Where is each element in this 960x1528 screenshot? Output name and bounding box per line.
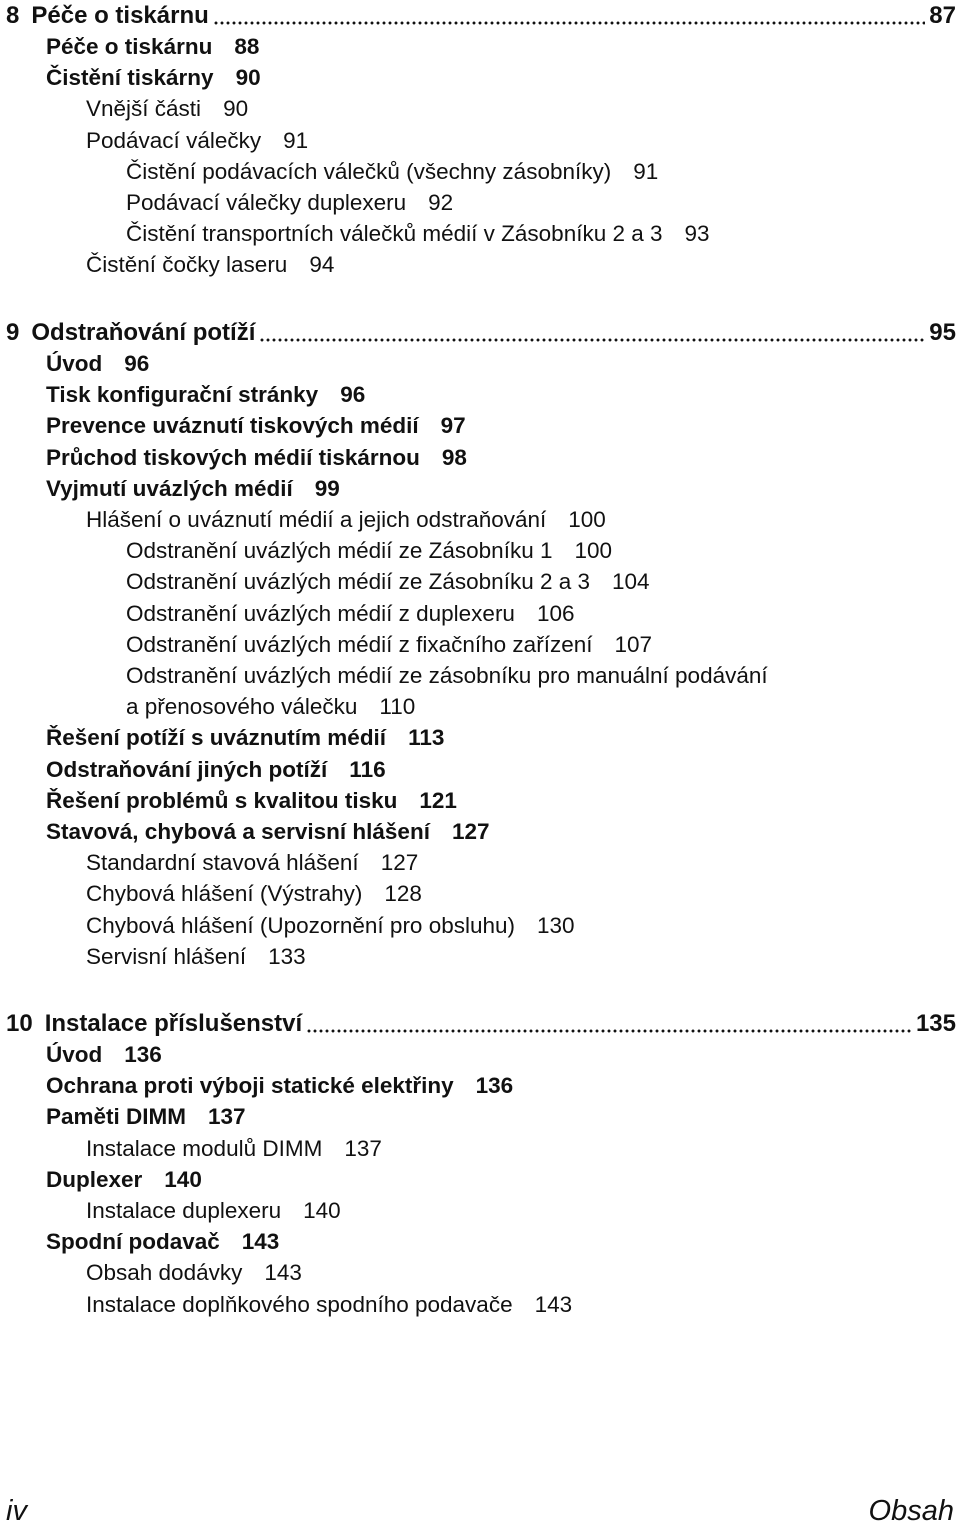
dot-leader bbox=[213, 21, 926, 25]
chapter-title: Odstraňování potíží bbox=[31, 319, 256, 346]
toc-entry-title: Hlášení o uváznutí médií a jejich odstraňování bbox=[86, 507, 547, 532]
chapter-number: 10 bbox=[6, 1010, 33, 1037]
toc-entry-title: Odstranění uvázlých médií ze zásobníku pro manuální podávání bbox=[126, 663, 768, 688]
toc-entry-page: 121 bbox=[419, 787, 457, 813]
chapter-number: 8 bbox=[6, 2, 20, 29]
toc-entry-title: Duplexer bbox=[46, 1166, 143, 1192]
toc-entry-title: Podávací válečky duplexeru bbox=[126, 190, 407, 215]
toc-entry[interactable] bbox=[46, 1070, 513, 1101]
toc-entry[interactable] bbox=[126, 660, 768, 691]
toc-entry[interactable] bbox=[46, 62, 261, 93]
toc-entry[interactable] bbox=[86, 1289, 572, 1320]
toc-entry-title: Instalace duplexeru bbox=[86, 1198, 282, 1223]
toc-entry-page: 90 bbox=[223, 96, 249, 122]
toc-entry-title: Odstranění uvázlých médií z duplexeru bbox=[126, 600, 515, 626]
dot-leader bbox=[306, 1029, 912, 1033]
chapter-heading[interactable] bbox=[6, 1008, 956, 1040]
toc-entry-page: 97 bbox=[440, 413, 466, 439]
toc-entry-page: 136 bbox=[124, 1042, 162, 1067]
toc-entry-page: 92 bbox=[428, 190, 454, 215]
toc-entry-page: 94 bbox=[309, 252, 335, 278]
toc-entry-page: 96 bbox=[340, 382, 366, 408]
toc-entry[interactable] bbox=[126, 218, 710, 249]
toc-entry-page: 130 bbox=[537, 912, 575, 938]
toc-entry-page: 106 bbox=[536, 600, 575, 626]
toc-entry-title: Čistění transportních válečků médií v Zásobníku 2 a 3 bbox=[126, 221, 663, 247]
toc-entry-page: 100 bbox=[574, 538, 613, 564]
toc-entry-title: Vyjmutí uvázlých médií bbox=[46, 475, 293, 501]
toc-entry[interactable] bbox=[46, 1164, 202, 1195]
toc-entry[interactable] bbox=[86, 249, 334, 280]
toc-entry[interactable] bbox=[46, 348, 149, 379]
toc-entry-page: 143 bbox=[241, 1229, 280, 1255]
toc-entry-title: Spodní podavač bbox=[46, 1229, 220, 1255]
chapter-page-number: 135 bbox=[915, 1010, 956, 1037]
toc-entry-page: 127 bbox=[451, 819, 490, 844]
chapter-heading[interactable] bbox=[6, 317, 956, 349]
toc-entry[interactable] bbox=[46, 754, 386, 785]
chapter-title: Péče o tiskárnu bbox=[31, 2, 209, 29]
toc-entry[interactable] bbox=[46, 31, 259, 62]
toc-entry-title: Řešení potíží s uváznutím médií bbox=[46, 725, 387, 751]
toc-entry[interactable] bbox=[46, 1039, 162, 1070]
toc-entry[interactable] bbox=[46, 410, 466, 441]
toc-entry-page: 137 bbox=[344, 1135, 382, 1161]
toc-entry-title: Standardní stavová hlášení bbox=[86, 850, 359, 876]
toc-entry-title: Obsah dodávky bbox=[86, 1260, 243, 1286]
toc-entry[interactable] bbox=[126, 598, 575, 629]
toc-entry[interactable] bbox=[46, 785, 457, 816]
toc-entry-title: Péče o tiskárnu bbox=[46, 34, 213, 59]
toc-entry-title: Ochrana proti výboji statické elektřiny bbox=[46, 1073, 454, 1099]
toc-entry-title: Čistění tiskárny bbox=[46, 65, 214, 91]
toc-entry-page: 96 bbox=[124, 351, 150, 376]
chapter-number: 9 bbox=[6, 319, 20, 346]
toc-entry-title: Paměti DIMM bbox=[46, 1104, 187, 1130]
footer-section-title: Obsah bbox=[868, 1495, 954, 1527]
toc-entry-page: 88 bbox=[234, 34, 260, 59]
toc-entry[interactable] bbox=[46, 442, 467, 473]
toc-entry-page: 128 bbox=[384, 881, 422, 907]
toc-entry-title: Úvod bbox=[46, 351, 103, 376]
toc-entry[interactable] bbox=[46, 722, 444, 753]
toc-entry-title: Podávací válečky bbox=[86, 127, 262, 153]
toc-entry-title: Stavová, chybová a servisní hlášení bbox=[46, 819, 430, 844]
footer-page-number: iv bbox=[6, 1495, 27, 1527]
toc-entry-page: 110 bbox=[379, 694, 416, 720]
toc-entry-page: 104 bbox=[612, 569, 650, 595]
toc-entry[interactable] bbox=[126, 187, 453, 218]
toc-entry-title: Chybová hlášení (Upozornění pro obsluhu) bbox=[86, 912, 516, 938]
toc-entry-title: Odstranění uvázlých médií ze Zásobníku 2 a 3 bbox=[126, 569, 590, 595]
chapter-title: Instalace příslušenství bbox=[44, 1010, 303, 1037]
toc-entry[interactable] bbox=[86, 1195, 341, 1226]
chapter-page-number: 95 bbox=[929, 319, 956, 346]
toc-entry[interactable] bbox=[126, 156, 658, 187]
toc-entry-title: a přenosového válečku bbox=[126, 694, 358, 720]
toc-entry-title: Odstranění uvázlých médií ze Zásobníku 1 bbox=[126, 538, 553, 564]
toc-entry[interactable] bbox=[126, 629, 652, 660]
toc-entry-page: 107 bbox=[614, 631, 653, 657]
toc-entry[interactable] bbox=[86, 504, 606, 535]
toc-entry[interactable] bbox=[46, 473, 340, 504]
toc-entry-title: Instalace doplňkového spodního podavače bbox=[86, 1291, 513, 1317]
chapter-heading[interactable] bbox=[6, 0, 956, 32]
toc-entry-title: Čistění čočky laseru bbox=[86, 252, 288, 278]
toc-entry-title: Vnější části bbox=[86, 96, 202, 122]
toc-entry-page: 90 bbox=[235, 65, 261, 91]
toc-entry-page: 99 bbox=[314, 475, 340, 501]
toc-entry-page: 93 bbox=[684, 221, 710, 247]
toc-entry-title: Odstranění uvázlých médií z fixačního zařízení bbox=[126, 631, 593, 657]
toc-entry-page: 116 bbox=[349, 756, 386, 782]
toc-entry[interactable] bbox=[86, 125, 308, 156]
toc-entry[interactable] bbox=[46, 379, 365, 410]
toc-entry-page: 91 bbox=[633, 158, 659, 184]
toc-entry-title: Chybová hlášení (Výstrahy) bbox=[86, 881, 363, 907]
toc-entry-page: 140 bbox=[303, 1198, 341, 1223]
toc-entry-title: Řešení problémů s kvalitou tisku bbox=[46, 787, 398, 813]
toc-entry[interactable] bbox=[86, 1257, 302, 1288]
toc-entry-title: Čistění podávacích válečků (všechny zásobníky) bbox=[126, 158, 612, 184]
toc-entry-page: 137 bbox=[208, 1104, 246, 1130]
toc-entry[interactable] bbox=[126, 535, 612, 566]
toc-entry[interactable] bbox=[86, 878, 422, 909]
toc-entry-page: 133 bbox=[268, 943, 306, 969]
toc-entry-page: 91 bbox=[283, 127, 309, 153]
toc-entry-page: 143 bbox=[534, 1291, 573, 1317]
toc-entry[interactable] bbox=[126, 566, 650, 597]
toc-entry-page: 136 bbox=[475, 1073, 514, 1099]
toc-entry-page: 98 bbox=[441, 444, 467, 470]
toc-entry[interactable] bbox=[46, 816, 490, 847]
toc-entry[interactable] bbox=[86, 847, 418, 878]
toc-entry-title: Prevence uváznutí tiskových médií bbox=[46, 413, 419, 439]
toc-entry-title: Průchod tiskových médií tiskárnou bbox=[46, 444, 420, 470]
dot-leader bbox=[259, 338, 925, 342]
toc-entry[interactable] bbox=[126, 691, 415, 722]
toc-entry-page: 100 bbox=[568, 507, 606, 532]
toc-entry-title: Instalace modulů DIMM bbox=[86, 1135, 323, 1161]
toc-entry[interactable] bbox=[46, 1226, 279, 1257]
toc-entry[interactable] bbox=[86, 941, 306, 972]
toc-entry-title: Servisní hlášení bbox=[86, 943, 247, 969]
toc-entry-page: 140 bbox=[164, 1166, 202, 1192]
toc-entry[interactable] bbox=[86, 910, 575, 941]
toc-entry-page: 143 bbox=[264, 1260, 302, 1286]
toc-entry-page: 127 bbox=[380, 850, 419, 876]
toc-entry[interactable] bbox=[86, 93, 248, 124]
toc-entry-page: 113 bbox=[408, 725, 445, 751]
toc-entry-title: Úvod bbox=[46, 1042, 103, 1067]
toc-entry[interactable] bbox=[86, 1133, 382, 1164]
toc-entry-title: Tisk konfigurační stránky bbox=[46, 382, 319, 408]
toc-entry-title: Odstraňování jiných potíží bbox=[46, 756, 328, 782]
toc-entry[interactable] bbox=[46, 1101, 246, 1132]
chapter-page-number: 87 bbox=[929, 2, 956, 29]
